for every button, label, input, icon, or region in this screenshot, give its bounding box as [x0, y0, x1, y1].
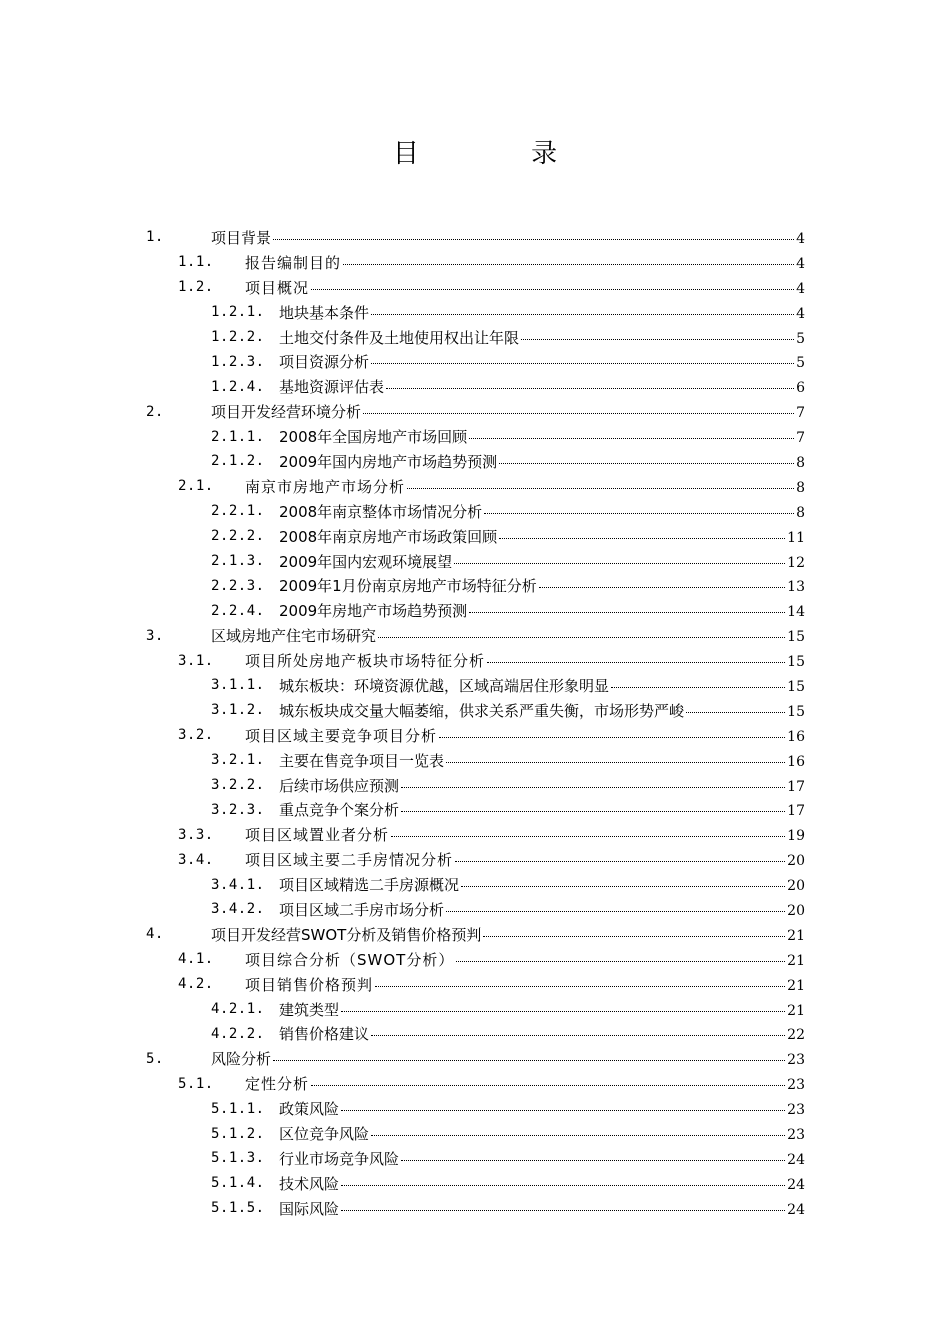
toc-entry-line	[279, 451, 805, 472]
toc-entry-line	[279, 750, 805, 771]
dot-leader	[439, 736, 785, 738]
toc-entry-number: 4.2.1.	[211, 1001, 265, 1018]
toc-entry[interactable]	[0, 524, 950, 549]
toc-entry-number: 1.	[146, 229, 164, 246]
dot-leader	[499, 462, 794, 464]
toc-entry-line	[245, 824, 805, 845]
toc-entry[interactable]	[0, 1196, 950, 1221]
toc-entry-label[interactable]: 项目开发经营环境分析	[211, 403, 362, 422]
toc-entry[interactable]	[0, 723, 950, 748]
toc-entry-number: 1.2.2.	[211, 329, 265, 345]
dot-leader	[311, 288, 794, 290]
toc-entry-page-number: 17	[787, 778, 805, 795]
dot-leader	[401, 786, 785, 788]
table-of-contents	[0, 225, 950, 1221]
toc-entry-page-number: 15	[787, 654, 805, 671]
toc-entry-page-number: 8	[796, 504, 805, 521]
toc-entry-number: 2.1.1.	[211, 428, 265, 445]
toc-entry-page-number: 12	[787, 554, 805, 571]
toc-entry-number: 2.1.3.	[211, 553, 265, 570]
toc-entry[interactable]	[0, 847, 950, 872]
toc-entry[interactable]	[0, 748, 950, 773]
dot-leader	[454, 562, 785, 564]
toc-entry-number: 5.1.4.	[211, 1175, 265, 1192]
toc-entry-page-number: 5	[796, 330, 805, 347]
toc-entry-line	[279, 351, 805, 372]
toc-entry-number: 5.1.2.	[211, 1125, 265, 1142]
toc-entry-number: 1.1.	[178, 254, 214, 271]
toc-entry[interactable]	[0, 872, 950, 897]
toc-entry[interactable]	[0, 374, 950, 399]
dot-leader	[375, 985, 785, 987]
toc-entry-label[interactable]: 2008年南京整体市场情况分析	[279, 502, 483, 521]
toc-entry-number: 5.	[146, 1050, 164, 1067]
toc-entry-number: 3.2.3.	[211, 801, 265, 818]
dot-leader	[273, 238, 794, 240]
dot-leader	[611, 686, 785, 688]
toc-entry-number: 1.2.3.	[211, 353, 265, 370]
toc-entry[interactable]	[0, 275, 950, 300]
dot-leader	[401, 810, 785, 812]
toc-entry[interactable]	[0, 1171, 950, 1196]
dot-leader	[539, 586, 785, 588]
toc-entry-number: 4.1.	[178, 951, 214, 968]
toc-entry-page-number: 6	[796, 380, 805, 397]
toc-entry-page-number: 23	[787, 1127, 805, 1143]
toc-entry-page-number: 22	[787, 1027, 805, 1044]
toc-entry-label[interactable]: 报告编制目的	[245, 253, 342, 272]
toc-entry-line	[279, 874, 805, 895]
toc-entry-line	[279, 1198, 805, 1219]
toc-entry-label[interactable]: 2009年房地产市场趋势预测	[279, 602, 468, 621]
toc-entry-number: 3.4.2.	[211, 901, 265, 918]
dot-leader	[521, 338, 794, 340]
toc-entry-line	[279, 526, 805, 547]
toc-entry-number: 2.1.2.	[211, 453, 265, 470]
toc-entry-page-number: 21	[787, 952, 805, 969]
toc-entry-line	[279, 675, 805, 696]
toc-entry-page-number: 24	[787, 1151, 805, 1168]
toc-entry[interactable]	[0, 1096, 950, 1121]
toc-entry-label[interactable]: 项目概况	[245, 278, 310, 297]
toc-entry-page-number: 13	[787, 579, 805, 596]
toc-entry-line	[211, 401, 805, 422]
toc-entry-line	[245, 725, 805, 746]
toc-entry-label[interactable]: 政策风险	[279, 1100, 340, 1119]
toc-entry-label[interactable]: 项目销售价格预判	[245, 975, 374, 994]
toc-entry-label[interactable]: 定性分析	[245, 1075, 310, 1094]
toc-entry-page-number: 20	[787, 853, 805, 870]
toc-entry-line	[245, 849, 805, 870]
dot-leader	[371, 1034, 785, 1036]
dot-leader	[484, 512, 794, 514]
toc-entry-page-number: 20	[787, 902, 805, 919]
toc-entry-number: 3.1.1.	[211, 677, 265, 694]
toc-entry-page-number: 17	[787, 803, 805, 820]
toc-entry-label[interactable]: 建筑类型	[279, 1000, 340, 1019]
toc-entry-label[interactable]: 2009年1月份南京房地产市场特征分析	[279, 577, 537, 596]
dot-leader	[341, 1109, 785, 1111]
toc-entry-label[interactable]: 项目区域主要竞争项目分析	[245, 726, 438, 745]
toc-entry-number: 5.1.	[178, 1075, 214, 1092]
toc-entry-line	[279, 899, 805, 920]
toc-entry-label[interactable]: 区域房地产住宅市场研究	[211, 627, 377, 646]
dot-leader	[378, 636, 785, 638]
toc-entry-page-number: 7	[796, 405, 805, 422]
toc-entry[interactable]	[0, 549, 950, 574]
dot-leader	[469, 611, 785, 613]
dot-leader	[391, 835, 785, 837]
dot-leader	[371, 1134, 785, 1136]
toc-entry-line	[279, 376, 805, 397]
dot-leader	[407, 487, 794, 489]
toc-entry-line	[245, 476, 805, 497]
toc-entry-line	[211, 1048, 805, 1069]
toc-entry[interactable]	[0, 225, 950, 250]
toc-entry-page-number: 21	[787, 977, 805, 994]
toc-entry[interactable]	[0, 1046, 950, 1071]
toc-entry-label[interactable]: 项目区域置业者分析	[245, 826, 390, 845]
dot-leader	[363, 412, 794, 414]
toc-entry-label[interactable]: 主要在售竞争项目一览表	[279, 751, 445, 770]
toc-entry[interactable]	[0, 499, 950, 524]
toc-entry-number: 3.2.1.	[211, 752, 265, 769]
toc-entry-label[interactable]: 地块基本条件	[279, 303, 370, 322]
toc-entry[interactable]	[0, 648, 950, 673]
dot-leader	[401, 1159, 785, 1161]
toc-entry-number: 3.4.	[178, 851, 214, 868]
toc-entry-page-number: 23	[787, 1052, 805, 1069]
dot-leader	[341, 1184, 785, 1186]
toc-entry[interactable]	[0, 1022, 950, 1047]
toc-entry-line	[245, 650, 805, 671]
toc-entry-line	[279, 700, 805, 721]
toc-entry[interactable]	[0, 1146, 950, 1171]
toc-entry[interactable]	[0, 250, 950, 275]
toc-entry-line	[279, 551, 805, 572]
toc-entry[interactable]	[0, 300, 950, 325]
toc-entry[interactable]	[0, 449, 950, 474]
toc-entry[interactable]	[0, 573, 950, 598]
dot-leader	[487, 661, 785, 663]
toc-entry-page-number: 15	[787, 629, 805, 646]
toc-entry-label[interactable]: 风险分析	[211, 1050, 272, 1069]
toc-entry-label[interactable]: 南京市房地产市场分析	[245, 477, 406, 496]
toc-entry[interactable]	[0, 947, 950, 972]
toc-entry-label[interactable]: 基地资源评估表	[279, 378, 385, 397]
toc-entry-line	[245, 949, 805, 970]
dot-leader	[371, 313, 794, 315]
toc-entry[interactable]	[0, 1121, 950, 1146]
toc-entry[interactable]	[0, 399, 950, 424]
toc-entry-number: 2.2.2.	[211, 528, 265, 545]
toc-entry-label[interactable]: 区位竞争风险	[279, 1125, 370, 1143]
toc-entry-line	[211, 924, 805, 945]
toc-entry-line	[279, 426, 805, 447]
toc-entry-number: 4.	[146, 926, 164, 943]
toc-entry[interactable]	[0, 997, 950, 1022]
toc-entry-label[interactable]: 销售价格建议	[279, 1025, 370, 1044]
toc-entry-line	[245, 1073, 805, 1094]
toc-entry-page-number: 16	[787, 753, 805, 770]
toc-entry-number: 3.1.	[178, 652, 214, 669]
toc-entry-page-number: 8	[796, 479, 805, 496]
toc-entry-label[interactable]: 国际风险	[279, 1199, 340, 1218]
toc-entry-label[interactable]: 2008年全国房地产市场回顾	[279, 428, 468, 447]
toc-entry[interactable]	[0, 972, 950, 997]
toc-entry-page-number: 23	[787, 1077, 805, 1094]
toc-entry-number: 5.1.1.	[211, 1100, 265, 1117]
dot-leader	[371, 362, 794, 364]
toc-entry-line	[279, 302, 805, 323]
toc-entry-line	[279, 799, 805, 820]
toc-entry-line	[279, 1023, 805, 1044]
toc-entry-label[interactable]: 2008年南京房地产市场政策回顾	[279, 527, 498, 546]
dot-leader	[483, 935, 785, 937]
toc-entry-number: 2.	[146, 403, 164, 420]
toc-entry-page-number: 16	[787, 728, 805, 745]
toc-entry-number: 3.	[146, 627, 164, 644]
toc-entry-label[interactable]: 城东板块：环境资源优越，区域高端居住形象明显	[279, 676, 610, 695]
toc-entry-line	[279, 1123, 805, 1144]
toc-entry-page-number: 24	[787, 1176, 805, 1193]
toc-entry[interactable]	[0, 424, 950, 449]
toc-entry-line	[279, 1098, 805, 1119]
toc-entry-page-number: 24	[787, 1201, 805, 1218]
toc-entry-page-number: 4	[796, 230, 805, 247]
toc-entry-label[interactable]: 行业市场竞争风险	[279, 1149, 400, 1168]
toc-entry-label[interactable]: 项目开发经营SWOT分析及销售价格预判	[211, 925, 482, 944]
toc-entry-number: 5.1.3.	[211, 1150, 265, 1167]
toc-entry-line	[279, 1173, 805, 1194]
toc-entry[interactable]	[0, 797, 950, 822]
dot-leader	[461, 885, 785, 887]
dot-leader	[446, 761, 785, 763]
toc-entry-line	[279, 501, 805, 522]
dot-leader	[343, 263, 794, 265]
toc-entry-page-number: 21	[787, 927, 805, 944]
toc-entry[interactable]	[0, 673, 950, 698]
toc-entry-page-number: 20	[787, 878, 805, 895]
toc-entry-page-number: 4	[796, 255, 805, 272]
toc-entry-page-number: 14	[787, 604, 805, 621]
toc-entry-number: 1.2.	[178, 279, 214, 296]
toc-entry-label[interactable]: 项目所处房地产板块市场特征分析	[245, 652, 486, 671]
toc-entry-line	[245, 252, 805, 273]
toc-entry[interactable]	[0, 922, 950, 947]
toc-entry-line	[279, 575, 805, 596]
toc-entry-label[interactable]: 2009年国内房地产市场趋势预测	[279, 452, 498, 471]
toc-entry-label[interactable]: 后续市场供应预测	[279, 776, 400, 795]
dot-leader	[273, 1059, 785, 1061]
toc-entry-line	[211, 625, 805, 646]
toc-entry-number: 2.2.1.	[211, 503, 265, 520]
dot-leader	[311, 1084, 785, 1086]
toc-entry-number: 5.1.5.	[211, 1200, 265, 1217]
toc-entry[interactable]	[0, 1071, 950, 1096]
dot-leader	[386, 387, 794, 389]
page-title: 目 录	[392, 139, 610, 169]
dot-leader	[446, 910, 785, 912]
toc-entry[interactable]	[0, 325, 950, 350]
toc-entry-label[interactable]: 项目区域精选二手房源概况	[279, 876, 460, 895]
toc-entry-label[interactable]: 2009年国内宏观环境展望	[279, 552, 453, 571]
toc-entry-label[interactable]: 土地交付条件及土地使用权出让年限	[279, 328, 520, 347]
toc-entry-label[interactable]: 项目资源分析	[279, 353, 370, 372]
toc-entry-number: 2.2.4.	[211, 602, 265, 619]
toc-entry-number: 2.1.	[178, 478, 214, 495]
toc-entry-page-number: 21	[787, 1002, 805, 1019]
toc-entry-label[interactable]: 城东板块成交量大幅萎缩，供求关系严重失衡，市场形势严峻	[279, 701, 685, 720]
toc-entry[interactable]	[0, 623, 950, 648]
toc-entry-label[interactable]: 项目综合分析（SWOT分析）	[245, 950, 455, 969]
toc-entry-page-number: 11	[787, 529, 805, 546]
toc-entry-page-number: 5	[796, 355, 805, 372]
toc-entry-line	[245, 974, 805, 995]
toc-entry-page-number: 4	[796, 280, 805, 297]
dot-leader	[456, 960, 785, 962]
toc-entry-number: 1.2.4.	[211, 378, 265, 395]
toc-entry[interactable]	[0, 897, 950, 922]
toc-entry-label[interactable]: 项目区域二手房市场分析	[279, 900, 445, 919]
toc-entry-number: 3.2.2.	[211, 777, 265, 794]
toc-entry[interactable]	[0, 773, 950, 798]
dot-leader	[341, 1010, 785, 1012]
toc-entry-number: 4.2.	[178, 976, 214, 993]
toc-entry[interactable]	[0, 349, 950, 374]
toc-entry-number: 3.3.	[178, 826, 214, 843]
toc-entry-line	[279, 999, 805, 1020]
toc-entry-page-number: 19	[787, 828, 805, 845]
toc-entry-label[interactable]: 项目区域主要二手房情况分析	[245, 851, 454, 870]
toc-entry-label[interactable]: 技术风险	[279, 1174, 340, 1193]
toc-entry-line	[279, 600, 805, 621]
dot-leader	[341, 1209, 785, 1211]
dot-leader	[455, 860, 785, 862]
toc-entry-line	[279, 327, 805, 348]
toc-entry-page-number: 23	[787, 1102, 805, 1119]
toc-entry-number: 4.2.2.	[211, 1025, 265, 1042]
toc-entry[interactable]	[0, 698, 950, 723]
toc-entry[interactable]	[0, 474, 950, 499]
toc-entry-number: 3.1.2.	[211, 702, 265, 719]
toc-entry-page-number: 8	[796, 454, 805, 471]
toc-entry-line	[279, 775, 805, 796]
toc-entry[interactable]	[0, 598, 950, 623]
dot-leader	[469, 437, 794, 439]
toc-entry-page-number: 15	[787, 703, 805, 720]
toc-entry-page-number: 4	[796, 305, 805, 322]
toc-entry-label[interactable]: 重点竞争个案分析	[279, 801, 400, 820]
toc-entry-number: 3.4.1.	[211, 876, 265, 893]
toc-entry[interactable]	[0, 822, 950, 847]
toc-entry-page-number: 15	[787, 678, 805, 695]
toc-entry-line	[279, 1148, 805, 1169]
toc-entry-page-number: 7	[796, 430, 805, 447]
toc-entry-label[interactable]: 项目背景	[211, 228, 272, 247]
dot-leader	[686, 711, 785, 713]
toc-entry-number: 1.2.1.	[211, 304, 265, 321]
toc-entry-line	[245, 277, 805, 298]
dot-leader	[499, 537, 785, 539]
toc-entry-number: 2.2.3.	[211, 577, 265, 594]
toc-entry-line	[211, 227, 805, 248]
toc-entry-number: 3.2.	[178, 727, 214, 744]
